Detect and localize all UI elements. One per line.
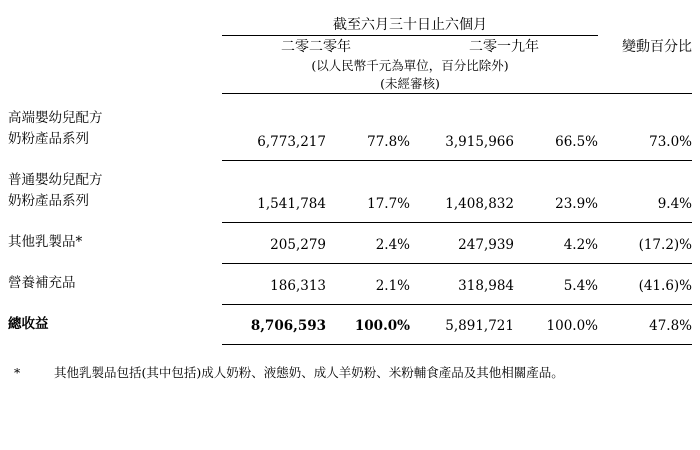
header-blank-cell-right <box>598 14 692 34</box>
row-gap <box>8 150 692 159</box>
row-change: (41.6)% <box>638 277 692 294</box>
row-value-current: 186,313 <box>270 277 326 294</box>
table-total-row <box>8 314 692 335</box>
row-label-line2: 奶粉產品系列 <box>8 192 89 209</box>
footnote-marker: * <box>14 365 21 381</box>
row-pct-prior: 23.9% <box>555 195 598 212</box>
header-year-prior: 二零一九年 <box>469 39 539 55</box>
row-label-line1: 普通嬰幼兒配方 <box>8 171 103 188</box>
row-gap <box>8 160 692 170</box>
row-change: 73.0% <box>649 133 692 150</box>
table-header-period-row <box>8 14 692 34</box>
revenue-breakdown-table <box>8 14 692 345</box>
footnote-text: 其他乳製品包括(其中包括)成人奶粉、液態奶、成人羊奶粉、米粉輔食產品及其他相關產品。 <box>54 365 564 381</box>
row-pct-current: 17.7% <box>367 195 410 212</box>
row-change: 9.4% <box>657 195 692 212</box>
row-pct-current: 2.1% <box>375 277 410 294</box>
row-pct-prior: 5.4% <box>563 277 598 294</box>
row-value-current: 6,773,217 <box>257 133 326 150</box>
row-pct-prior: 4.2% <box>563 236 598 253</box>
row-pct-current: 2.4% <box>375 236 410 253</box>
row-value-prior: 1,408,832 <box>445 195 514 212</box>
total-pct-current: 100.0% <box>354 318 410 335</box>
period-header: 截至六月三十日止六個月 <box>333 17 487 33</box>
audit-note-row <box>8 74 692 92</box>
header-change-percent: 變動百分比 <box>622 39 692 55</box>
table-row <box>8 191 692 212</box>
footnote <box>8 363 692 383</box>
row-gap <box>8 334 692 343</box>
row-change: (17.2)% <box>638 236 692 253</box>
row-value-prior: 3,915,966 <box>445 133 514 150</box>
row-pct-prior: 66.5% <box>555 133 598 150</box>
year-row-blank <box>8 36 222 57</box>
unit-note-row <box>8 56 692 74</box>
row-value-prior: 318,984 <box>458 277 514 294</box>
total-value-current: 8,706,593 <box>250 318 326 335</box>
row-label-line2: 奶粉產品系列 <box>8 130 89 147</box>
spacer <box>8 94 692 109</box>
table-row <box>8 129 692 150</box>
row-gap <box>8 253 692 262</box>
row-label-line1: 營養補充品 <box>8 274 76 291</box>
table-row <box>8 170 692 191</box>
row-value-prior: 247,939 <box>458 236 514 253</box>
row-gap <box>8 222 692 232</box>
row-label-line1: 高端嬰幼兒配方 <box>8 110 103 126</box>
row-value-current: 205,279 <box>270 236 326 253</box>
total-separator <box>8 343 692 345</box>
total-change: 47.8% <box>649 318 692 335</box>
total-pct-prior: 100.0% <box>546 318 598 335</box>
header-blank-cell <box>8 14 222 34</box>
row-gap <box>8 304 692 314</box>
row-gap <box>8 294 692 303</box>
total-label: 總收益 <box>8 315 49 332</box>
table-row <box>8 232 692 253</box>
row-gap <box>8 212 692 221</box>
row-value-current: 1,541,784 <box>257 195 326 212</box>
unit-note: (以人民幣千元為單位，百分比除外) <box>311 58 509 73</box>
row-gap <box>8 263 692 273</box>
table-header-year-row <box>8 36 692 57</box>
row-label-line1: 其他乳製品* <box>8 233 83 250</box>
table-row <box>8 273 692 294</box>
row-pct-current: 77.8% <box>367 133 410 150</box>
total-value-prior: 5,891,721 <box>445 318 514 335</box>
header-year-current: 二零二零年 <box>281 39 351 55</box>
table-row <box>8 108 692 129</box>
audit-note: (未經審核) <box>380 76 440 91</box>
